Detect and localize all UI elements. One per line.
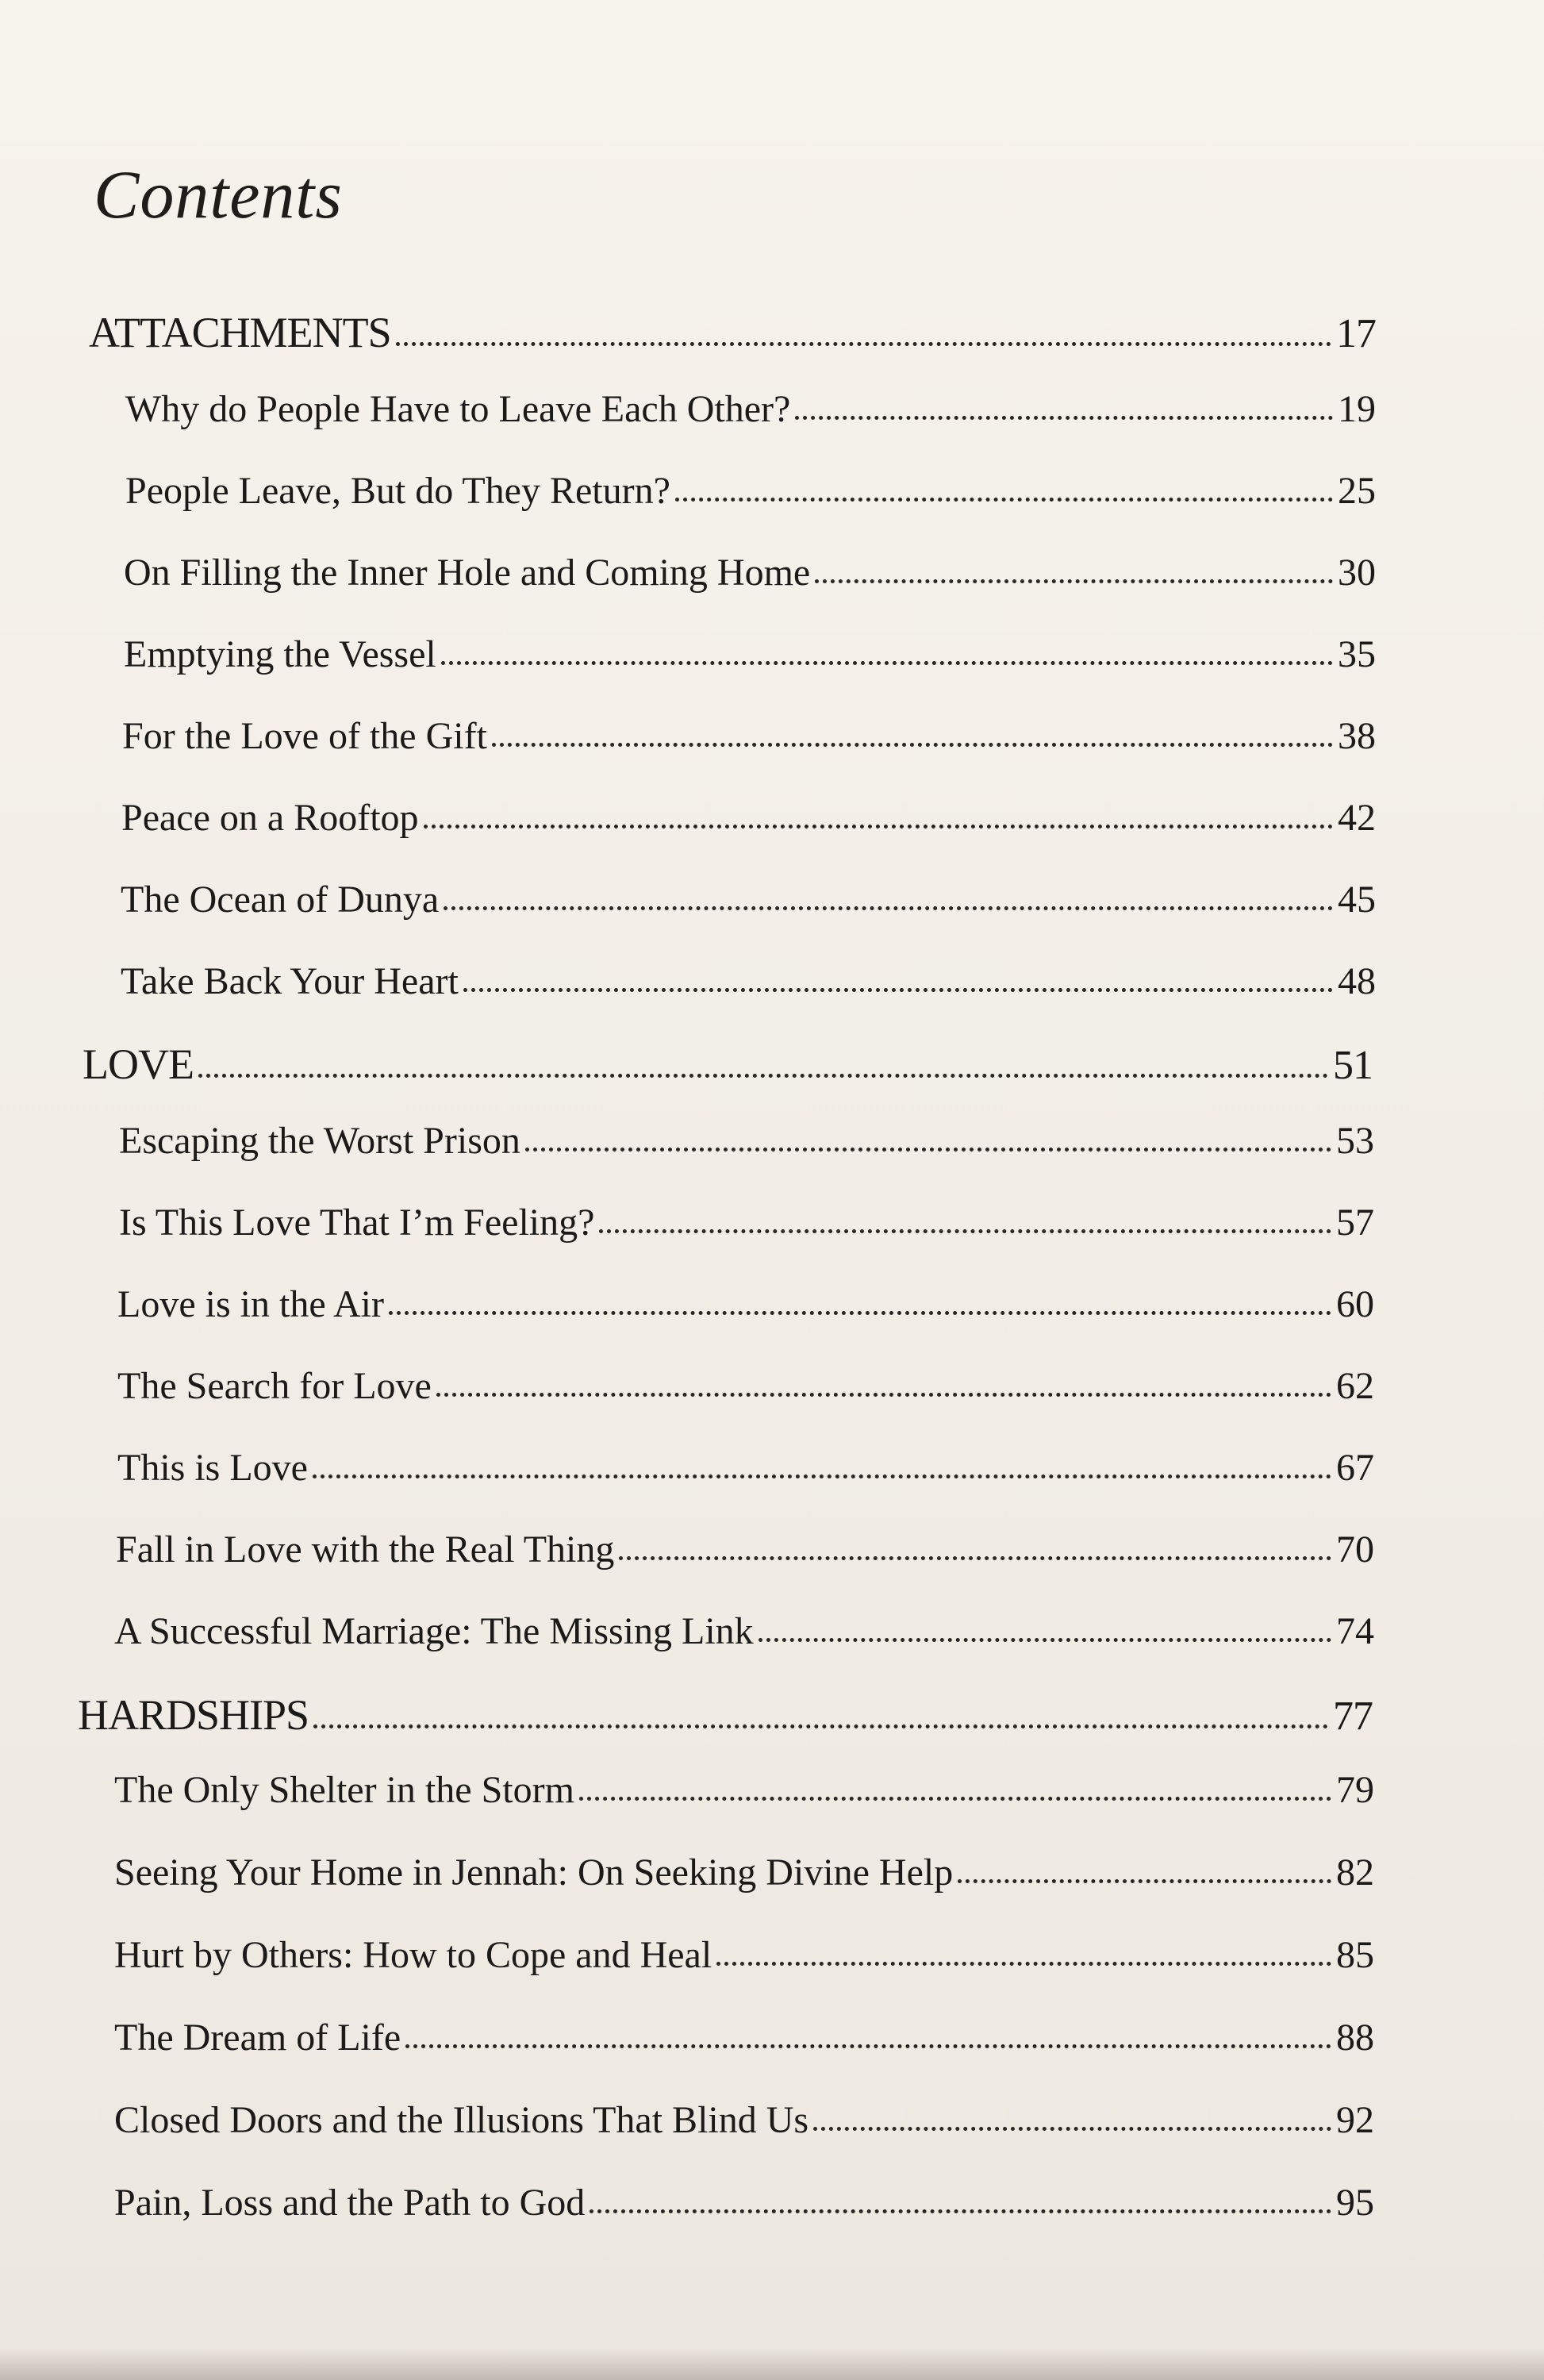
toc-page-number: 57	[1336, 1202, 1374, 1244]
toc-entry-row	[117, 1364, 1374, 1408]
dot-leader	[313, 1475, 1331, 1478]
toc-entry-title: Closed Doors and the Illusions That Blind Us	[114, 2099, 809, 2141]
page-bottom-shadow	[0, 2348, 1544, 2380]
toc-entry-row	[124, 551, 1376, 594]
dot-leader	[716, 1962, 1331, 1966]
toc-entry-title: Hurt by Others: How to Cope and Heal	[114, 1934, 712, 1976]
toc-entry-title: Why do People Have to Leave Each Other?	[125, 388, 791, 430]
toc-entry-title: Seeing Your Home in Jennah: On Seeking Divine Help	[114, 1851, 954, 1894]
toc-entry-row	[125, 387, 1376, 431]
toc-section-row	[78, 1690, 1373, 1740]
toc-entry-title: The Dream of Life	[114, 2017, 401, 2059]
dot-leader	[389, 1311, 1331, 1315]
toc-section-row	[89, 308, 1376, 357]
toc-entry-title: Take Back Your Heart	[121, 960, 459, 1002]
toc-page-number: 82	[1336, 1851, 1374, 1894]
toc-page-number: 79	[1336, 1769, 1374, 1811]
toc-section-row	[83, 1040, 1373, 1089]
toc-page-number: 74	[1336, 1610, 1374, 1652]
toc-section-title: ATTACHMENTS	[89, 309, 391, 356]
dot-leader	[492, 743, 1333, 747]
toc-page-number: 92	[1336, 2099, 1374, 2141]
toc-entry-row	[119, 1201, 1374, 1244]
toc-entry-row	[121, 959, 1376, 1003]
dot-leader	[958, 1879, 1331, 1883]
toc-entry-title: People Leave, But do They Return?	[125, 470, 670, 512]
dot-leader	[441, 661, 1333, 665]
toc-page-number: 17	[1336, 311, 1376, 356]
toc-entry-title: The Ocean of Dunya	[121, 879, 440, 921]
toc-page-number: 38	[1338, 715, 1376, 757]
toc-entry-row	[117, 1446, 1374, 1490]
toc-entry-title: On Filling the Inner Hole and Coming Home	[124, 552, 811, 594]
toc-page-number: 45	[1338, 879, 1376, 921]
dot-leader	[759, 1638, 1331, 1642]
toc-entry-row	[125, 469, 1376, 513]
dot-leader	[675, 498, 1333, 502]
toc-entry-row	[114, 2016, 1374, 2059]
toc-entry-row	[119, 1119, 1374, 1163]
toc-section-title: HARDSHIPS	[78, 1691, 309, 1739]
dot-leader	[405, 2044, 1331, 2048]
toc-entry-title: For the Love of the Gift	[122, 715, 487, 757]
dot-leader	[579, 1797, 1331, 1801]
toc-entry-title: The Search for Love	[117, 1365, 432, 1407]
toc-entry-row	[114, 2181, 1374, 2224]
toc-page-number: 88	[1336, 2017, 1374, 2059]
dot-leader	[396, 342, 1331, 346]
toc-page-number: 42	[1338, 797, 1376, 839]
toc-page-number: 70	[1336, 1528, 1374, 1571]
dot-leader	[590, 2209, 1331, 2213]
toc-entry-title: Pain, Loss and the Path to God	[114, 2182, 586, 2224]
toc-page-number: 60	[1336, 1283, 1374, 1325]
toc-entry-title: This is Love	[117, 1447, 308, 1489]
toc-page-number: 35	[1338, 633, 1376, 675]
dot-leader	[436, 1393, 1331, 1397]
toc-entry-row	[121, 878, 1376, 921]
dot-leader	[813, 2127, 1331, 2131]
dot-leader	[815, 579, 1333, 583]
dot-leader	[444, 906, 1333, 910]
toc-page-number: 95	[1336, 2182, 1374, 2224]
toc-entry-title: Peace on a Rooftop	[121, 797, 419, 839]
toc-page-number: 67	[1336, 1447, 1374, 1489]
dot-leader	[198, 1074, 1328, 1078]
dot-leader	[795, 416, 1333, 420]
toc-entry-row	[114, 1851, 1374, 1894]
toc-page-number: 48	[1338, 960, 1376, 1002]
toc-entry-title: The Only Shelter in the Storm	[114, 1769, 574, 1811]
dot-leader	[463, 988, 1333, 992]
toc-entry-title: Escaping the Worst Prison	[119, 1120, 520, 1162]
toc-entry-row	[114, 1768, 1374, 1812]
toc-page-number: 51	[1333, 1043, 1373, 1088]
toc-entry-row	[122, 714, 1376, 758]
toc-page-number: 25	[1338, 470, 1376, 512]
toc-entry-title: A Successful Marriage: The Missing Link	[114, 1610, 754, 1652]
toc-section-title: LOVE	[83, 1040, 194, 1088]
toc-entry-row	[114, 1933, 1374, 1977]
toc-entry-title: Emptying the Vessel	[124, 633, 436, 675]
toc-page-number: 19	[1338, 388, 1376, 430]
toc-entry-row	[116, 1528, 1374, 1571]
toc-entry-title: Fall in Love with the Real Thing	[116, 1528, 615, 1571]
dot-leader	[313, 1724, 1328, 1728]
toc-entry-title: Love is in the Air	[117, 1283, 384, 1325]
toc-entry-row	[121, 796, 1376, 840]
toc-page-number: 85	[1336, 1934, 1374, 1976]
dot-leader	[424, 825, 1333, 829]
toc-entry-row	[117, 1282, 1374, 1326]
dot-leader	[525, 1148, 1331, 1152]
toc-entry-row	[124, 632, 1376, 676]
page-title: Contents	[94, 156, 343, 233]
toc-page-number: 62	[1336, 1365, 1374, 1407]
dot-leader	[619, 1556, 1331, 1560]
dot-leader	[599, 1229, 1331, 1233]
toc-entry-title: Is This Love That I’m Feeling?	[119, 1202, 595, 1244]
toc-page-number: 53	[1336, 1120, 1374, 1162]
toc-page-number: 30	[1338, 552, 1376, 594]
toc-entry-row	[114, 2098, 1374, 2142]
toc-entry-row	[114, 1609, 1374, 1653]
toc-page-number: 77	[1333, 1694, 1373, 1739]
